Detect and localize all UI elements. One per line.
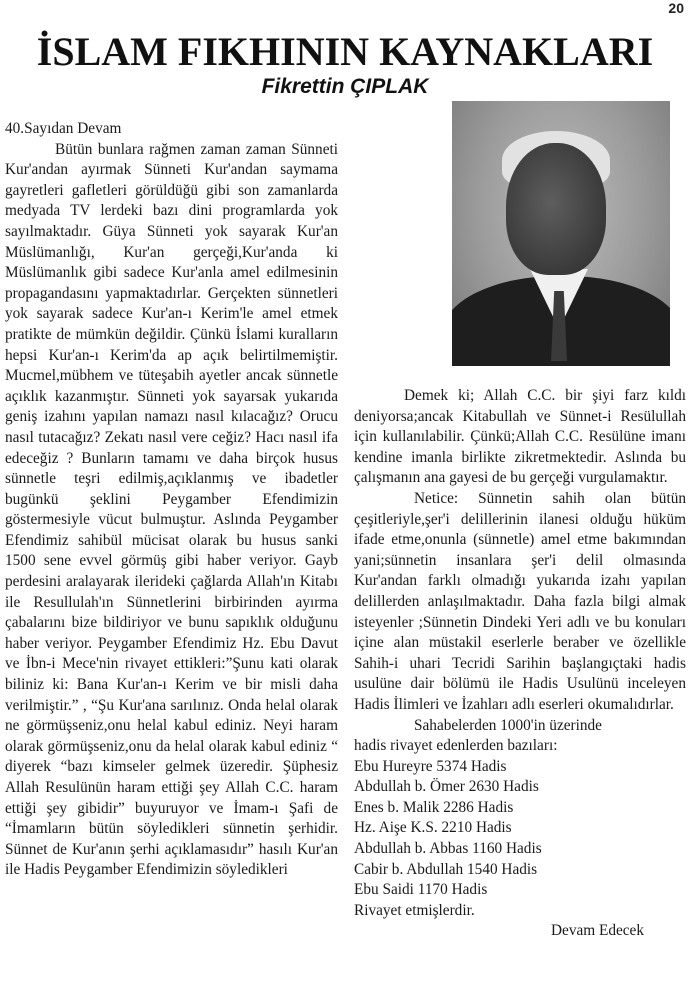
left-column [5,119,338,881]
continued-note: 40.Sayıdan Devam [5,120,122,137]
narrator-line: Abdullah b. Abbas 1160 Hadis [354,840,542,858]
narrator-line: Cabir b. Abdullah 1540 Hadis [354,860,538,878]
photo-face [506,143,606,275]
narrators-closing: Rivayet etmişlerdir. [354,901,475,919]
author-photo [452,101,670,366]
article-author: Fikrettin ÇIPLAK [261,75,429,98]
to-be-continued: Devam Edecek [550,922,644,940]
article-title: İSLAM FIKHININ KAYNAKLARI [36,29,654,74]
right-paragraph-2: Netice: Sünnetin sahih olan bütün çeşitleriyle,şer'i delillerinin ilanesi olduğu hüküm ifade etme,onunla (sünnetle) amel etme bakımından yani;sünnetin insanlara şer'i delil olmasında Kur'andan farklı olmadığı yukarıda izahı yapılan delillerden anlaşılmaktadır. Daha fazla bilgi almak isteyenler ;Sünnetin Dindeki Yeri adlı ve bu konuları içine alan müstakil eserlerle beraber ve özellikle Sahih-i uhari Tecridi Sarihin başlangıçtaki hadis usulüne dair bölümü ile Hadis Usulünü inceleyen Hadis İlimleri ve İzahları adlı eserleri okumalıdırlar. [354,489,686,713]
right-column [354,386,686,942]
narrator-line: Ebu Hureyre 5374 Hadis [354,757,507,775]
narrator-line: Abdullah b. Ömer 2630 Hadis [354,778,539,796]
page-number: 20 [668,0,684,16]
narrators-intro-1: Sahabelerden 1000'in üzerinde [414,716,602,734]
left-paragraph: Bütün bunlara rağmen zaman zaman Sünneti Kur'andan ayırmak Sünneti Kur'andan saymama gayretleri gafletleri görüldüğü gibi son zamanlarda medyada TV lerdeki bazı dini programlarda yok sayılmaktadır. Güya Sünneti yok sayarak Kur'an Müslümanlığı, Kur'an gerçeği,Kur'anda ki Müslümanlık gibi sadece Kur'anla amel edilmesinin propagandasını yapmaktadırlar. Gerçekten sünnetleri yok sayarak sadece Kur'an-ı Kerim'le amel etmek pratikte de mümkün değildir. Çünkü İslami kuralların hepsi Kur'an-ı Kerim'da ap açık belirtilmemiştir. Mucmel,mübhem ve tüteşabih ayetler ancak sünnetle açıklık kazanmıştır. Sünneti yok sayarsak yukarıda geniş izahını yapılan namazı nasıl kılacağız? Orucu nasıl tutacağız? Zekatı nasıl vere ceğiz? Hacı nasıl ifa edeceğiz ? Bunların tamamı ve daha birçok husus sünnetle teşri edilmiş,açıklanmış ve ibadetler bugünkü şeklini Peygamber Efendimizin göstermesiyle vücut bulmuştur. Aslında Peygamber Efendimiz sahibül mücisat olarak bu husus sanki 1500 sene evvel görmüş gibi haber veriyor. Gayb perdesini aralayarak ilerideki çağlarda Allah'ın Kitabı ile Resullulah'ın Sünnetlerini birbirinden ayırma çabalarını bize bildiriyor ve bunu sapıklık olduğunu haber veriyor. Peygamber Efendimiz Hz. Ebu Davut ve İbn-i Mece'nin rivayet ettikleri:”Şunu kati olarak biliniz ki: Bana Kur'an-ı Kerim ve bir misli daha verilmiştir.” , “Şu Kur'ana sarılınız. Onda helal olarak ne görmüşseniz,onu helal kabul ediniz. Neyi haram olarak görmüşseniz,onu da helal olarak kabul ediniz “ diyerek “bazı kimseler gelmek üzeredir. Şüphesiz Allah Resulünün haram ettiği şey Allah C.C. haram ettiği şey gibidir” buyuruyor ve İmam-ı Şafi de “İmamların bütün söyledikleri sünnetin şerhidir. Sünnet de Kur'anın şerhi açıklamasıdır” hasılı Kur'an ile Hadis Peygamber Efendimizin söyledikleri [5,140,338,879]
narrator-line: Ebu Saidi 1170 Hadis [354,881,488,899]
narrator-line: Enes b. Malik 2286 Hadis [354,798,514,816]
narrators-intro-2: hadis rivayet edenlerden bazıları: [354,737,558,755]
narrator-line: Hz. Aişe K.S. 2210 Hadis [354,819,512,837]
right-paragraph-1: Demek ki; Allah C.C. bir şiyi farz kıldı deniyorsa;ancak Kitabullah ve Sünnet-i Resülullah için kullanılabilir. Çünkü;Allah C.C. Resülüne imanı kendine imanla birlikte zikretmektedir. Aslında bu çalışmanın ana gayesi de bu gerçeği vurgulamaktır. [354,387,686,487]
